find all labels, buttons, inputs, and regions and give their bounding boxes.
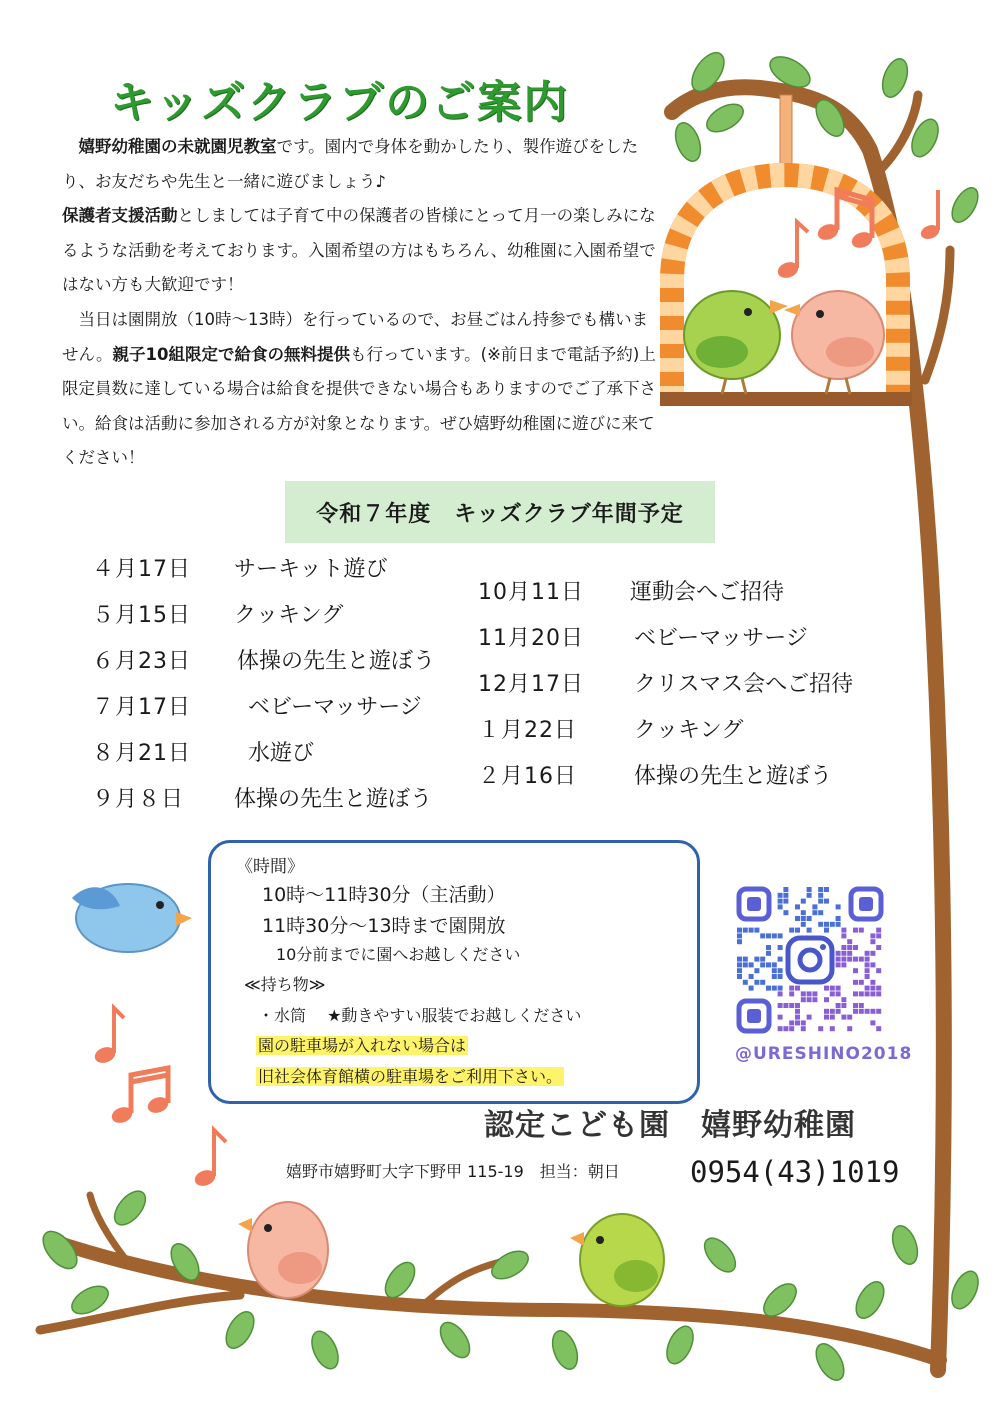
bottom-branch-left: [40, 1295, 240, 1330]
schedule-event: クッキング: [234, 603, 344, 628]
schedule-event: ベビーマッサージ: [634, 626, 808, 651]
schedule-date: 11月20日: [478, 626, 584, 651]
intro-paragraph-3: [62, 303, 662, 476]
schedule-event: 水遊び: [248, 741, 315, 766]
schedule-row: [92, 552, 472, 582]
schedule-event: 運動会へご招待: [630, 580, 785, 605]
intro-bold-2: 保護者支援活動: [62, 206, 178, 226]
tree-branch-upper: [880, 95, 918, 170]
address: 嬉野市嬉野町大字下野甲 115-19 担当：朝日: [286, 1162, 620, 1181]
schedule-row: [92, 598, 472, 628]
schedule-event: ベビーマッサージ: [248, 695, 422, 720]
schedule-date: １月22日: [478, 718, 577, 743]
schedule-row: [478, 713, 898, 743]
intro-bold-3: 親子10組限定で給食の無料提供: [112, 344, 350, 364]
schedule-date: ８月21日: [92, 741, 191, 766]
schedule-row: [478, 667, 898, 697]
schedule-event: サーキット遊び: [234, 557, 388, 582]
schedule-date: ５月15日: [92, 603, 191, 628]
intro-paragraph-2: [62, 199, 662, 303]
instagram-icon: [788, 938, 832, 982]
instagram-qr-code[interactable]: [735, 885, 885, 1035]
schedule-row: [92, 690, 472, 720]
intro-text-2: としましては子育て中の保護者の皆様にとって月一の楽しみになるような活動を考えております。入園希望の方はもちろん、幼稚園に入園希望ではない方も大歓迎です！: [62, 206, 656, 295]
items-heading: ≪持ち物≫: [244, 975, 326, 994]
schedule-row: [478, 759, 898, 789]
phone-number: 0954(43)1019: [690, 1155, 900, 1189]
organization-name: 認定こども園 嬉野幼稚園: [484, 1108, 856, 1143]
schedule-title: 令和７年度 キッズクラブ年間予定: [285, 481, 715, 543]
schedule-date: ６月23日: [92, 649, 191, 674]
schedule-date: ４月17日: [92, 557, 191, 582]
parking-note-2: 旧社会体育館横の駐車場をご利用下さい。: [258, 1067, 563, 1086]
items-line: ・水筒 ★動きやすい服装でお越しください: [258, 1006, 582, 1025]
green-bird-on-swing: [684, 291, 788, 394]
intro-text-3a: 当日は園開放（10時～13時）を行っているので、お昼ごはん持参でも構いません。: [62, 309, 649, 364]
schedule-event: クッキング: [634, 718, 744, 743]
parking-note-1: 園の駐車場が入れない場合は: [258, 1036, 467, 1055]
schedule-event: 体操の先生と遊ぼう: [237, 649, 436, 674]
schedule-date: ９月８日: [92, 787, 185, 812]
schedule-row: [92, 782, 472, 812]
tree-branch-right: [925, 250, 950, 380]
time-note: 10分前までに園へお越しください: [276, 945, 521, 964]
schedule-row: [478, 575, 898, 605]
intro-paragraph-1: [62, 130, 662, 199]
schedule-date: ７月17日: [92, 695, 191, 720]
time-heading: 《時間》: [236, 857, 304, 877]
instagram-handle: @URESHINO2018: [735, 1044, 913, 1064]
schedule-date: ２月16日: [478, 764, 577, 789]
schedule-row: [92, 736, 472, 766]
schedule-row: [478, 621, 898, 651]
intro-bold-1: 嬉野幼稚園の未就園児教室: [78, 137, 277, 156]
schedule-event: 体操の先生と遊ぼう: [634, 764, 833, 789]
blue-flying-bird: [72, 884, 192, 952]
schedule-row: [92, 644, 472, 674]
intro-text-3b: も行っています。(※前日まで電話予約)上限定員数に達している場合は給食を提供できない場合もありますのでご了承下さい。給食は活動に参加される方が対象となります。ぜひ嬉野幼稚園に遊びに来てください！: [62, 344, 656, 468]
pink-bird-on-swing: [784, 291, 884, 394]
schedule-event: クリスマス会へご招待: [634, 672, 854, 697]
time-main-activity: 10時～11時30分（主活動）: [262, 884, 506, 906]
schedule-date: 12月17日: [478, 672, 584, 697]
schedule-event: 体操の先生と遊ぼう: [234, 787, 433, 812]
page-title: キッズクラブのご案内: [110, 77, 570, 128]
schedule-date: 10月11日: [478, 580, 584, 605]
time-open-garden: 11時30分～13時まで園開放: [262, 915, 506, 937]
intro-text-1: です。園内で身体を動かしたり、製作遊びをしたり、お友だちや先生と一緒に遊びましょう♪: [62, 137, 639, 191]
green-bird-on-branch: [570, 1214, 664, 1306]
intro-text: [62, 130, 662, 476]
